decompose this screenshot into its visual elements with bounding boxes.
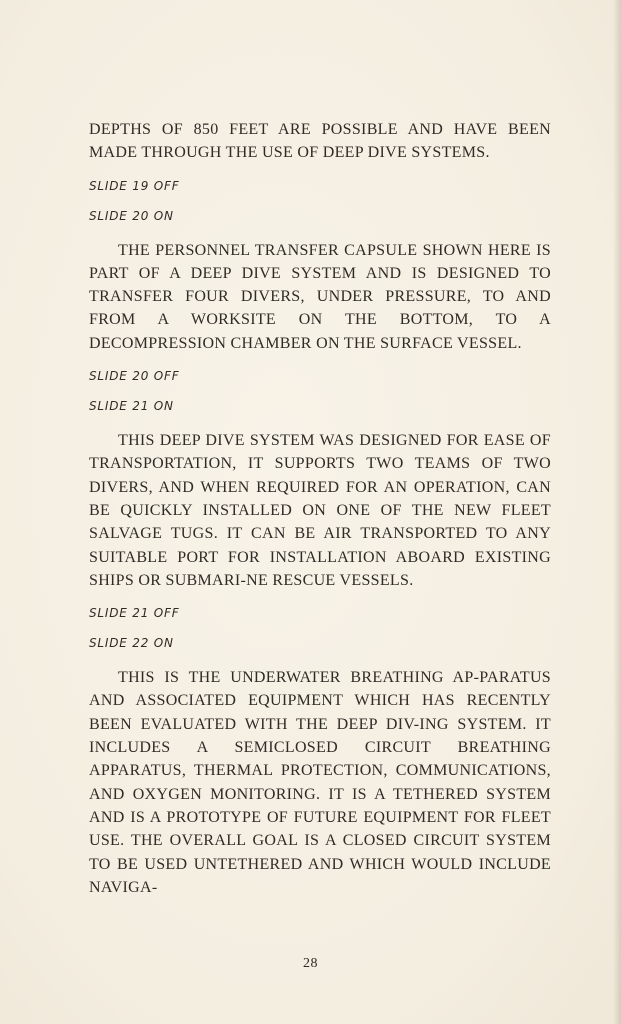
page-number: 28 — [303, 956, 318, 971]
paragraph-depths: DEPTHS OF 850 FEET ARE POSSIBLE AND HAVE BEEN MADE THROUGH THE USE OF DEEP DIVE SYSTEMS. — [89, 121, 551, 162]
slide-cue-20-on: SLIDE 20 ON — [89, 208, 174, 223]
paragraph-transfer-capsule: THE PERSONNEL TRANSFER CAPSULE SHOWN HERE IS PART OF A DEEP DIVE SYSTEM AND IS DESIGNED TO TRANSFER FOUR DIVERS, UNDER PRESSURE, TO AND FROM A WORKSITE ON THE BOTTOM, TO A DECOMPRESSION CHAMBER ON THE SURFACE VESSEL. — [89, 241, 551, 352]
slide-cue-20-off: SLIDE 20 OFF — [89, 369, 180, 384]
paragraph-breathing-apparatus: THIS IS THE UNDERWATER BREATHING AP-PARATUS AND ASSOCIATED EQUIPMENT WHICH HAS RECENTLY BEEN EVALUATED WITH THE DEEP DIV-ING SYSTEM. IT INCLUDES A SEMICLOSED CIRCUIT BREATHING APPARATUS, THERMAL PROTECTION, COMMUNICATIONS, AND OXYGEN MONITORING. IT IS A TETHERED SYSTEM AND IS A PROTOTYPE OF FUTURE EQUIPMENT FOR FLEET USE. THE OVERALL GOAL IS A CLOSED CIRCUIT SYSTEM TO BE USED UNTETHERED AND WHICH WOULD INCLUDE NAVIGA- — [89, 669, 551, 896]
slide-cue-21-on: SLIDE 21 ON — [89, 399, 174, 414]
slide-cue-21-off: SLIDE 21 OFF — [89, 606, 180, 621]
page-edge-shadow — [613, 0, 621, 1024]
slide-cue-19-off: SLIDE 19 OFF — [89, 178, 180, 193]
page-body — [89, 118, 551, 899]
slide-cue-22-on: SLIDE 22 ON — [89, 636, 174, 651]
paragraph-deep-dive-system: THIS DEEP DIVE SYSTEM WAS DESIGNED FOR EASE OF TRANSPORTATION, IT SUPPORTS TWO TEAMS OF TWO DIVERS, AND WHEN REQUIRED FOR AN OPERATION, CAN BE QUICKLY INSTALLED ON ONE OF THE NEW FLEET SALVAGE TUGS. IT CAN BE AIR TRANSPORTED TO ANY SUITABLE PORT FOR INSTALLATION ABOARD EXISTING SHIPS OR SUBMARI-NE RESCUE VESSELS. — [89, 432, 551, 589]
